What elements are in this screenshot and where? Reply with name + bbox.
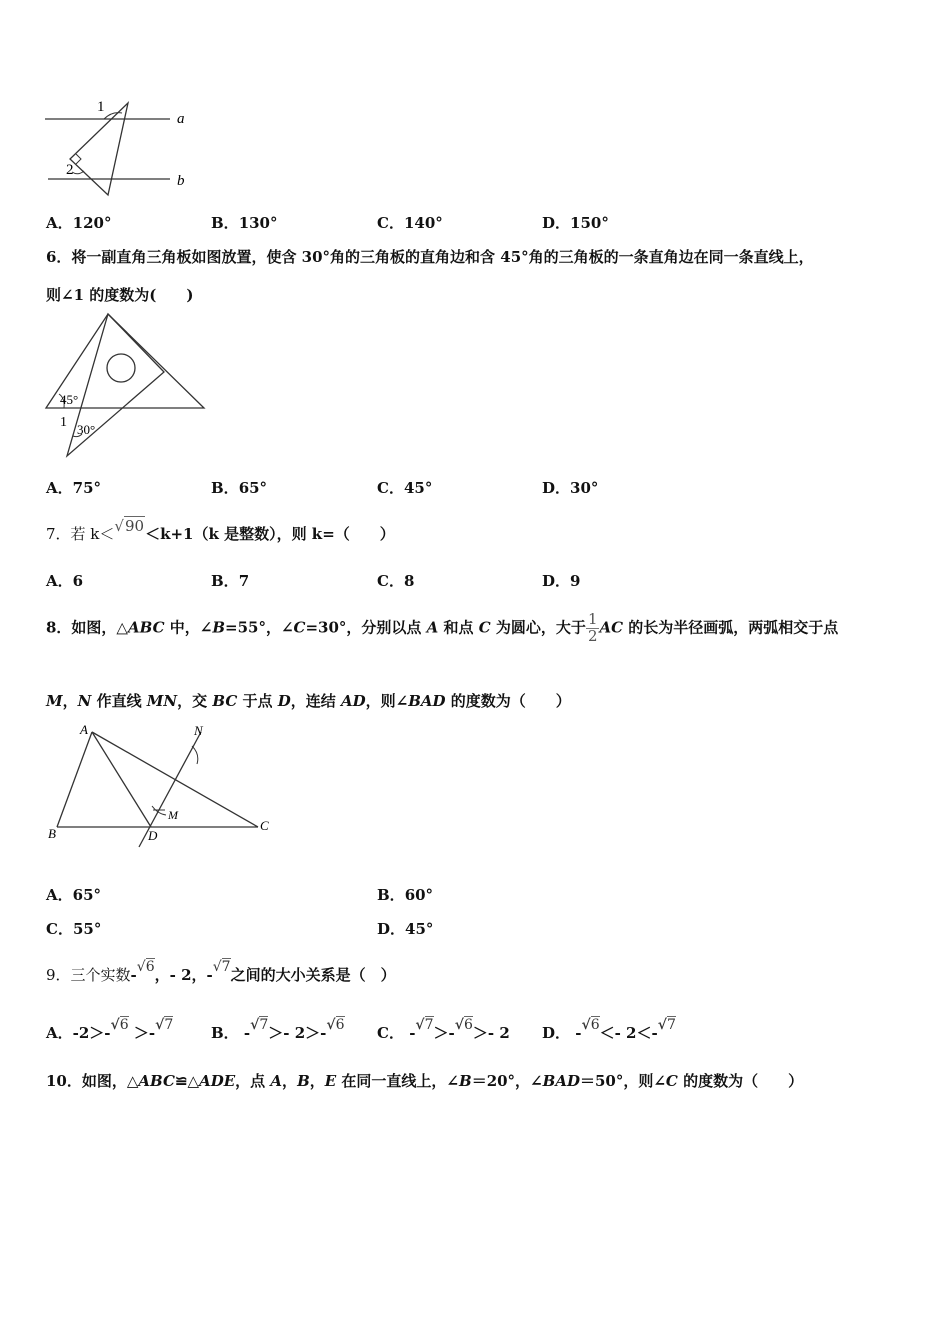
q7-option-b[interactable]: B．7 (211, 572, 250, 590)
q8-t1: 8．如图，△ (46, 618, 128, 637)
q9-sqrt6: √6 (136, 959, 155, 975)
q10-pe: E (324, 1072, 337, 1090)
q10-t9: 的度数为（ ） (677, 1072, 804, 1090)
q10-t2: ≌△ (174, 1072, 200, 1090)
q10-pa: A (270, 1072, 283, 1090)
q8-seg-ab (57, 732, 92, 827)
q8-c: C (293, 618, 306, 637)
q8-frac-den: 2 (587, 626, 598, 645)
q7-option-a[interactable]: A．6 (46, 572, 84, 590)
q7-prefix: 7．若 k＜ (46, 525, 115, 543)
q10-t7: ＝20°，∠ (471, 1072, 543, 1090)
q8-u3: ，交 (177, 692, 213, 710)
q9-neg1: - (130, 966, 137, 984)
q6-label-1: 1 (60, 415, 67, 430)
q8-n: N (77, 692, 92, 710)
q8-d: D (277, 692, 291, 710)
q8-u2: 作直线 (91, 692, 147, 710)
q10-t8: ＝50°，则∠ (579, 1072, 666, 1090)
q6-label-30: 30° (77, 422, 96, 437)
q8-fraction (586, 612, 600, 645)
q8-frac-num: 1 (587, 610, 598, 628)
q10-t4: ， (282, 1072, 298, 1090)
q7-stem (46, 517, 395, 544)
q8-m: M (46, 692, 63, 710)
q8-label-a: A (80, 722, 88, 737)
q7-sqrt: √90 (114, 517, 145, 535)
q8-label-b: B (48, 826, 56, 841)
q5-triangle (70, 103, 128, 195)
q10-stem (46, 1070, 803, 1091)
q6-option-a[interactable]: A．75° (46, 479, 102, 497)
q10-t5: ， (309, 1072, 325, 1090)
q8-t7: 的长为半径画弧，两弧相交于点 (623, 618, 839, 637)
q8-seg-ad (92, 732, 151, 827)
q9-option-d[interactable]: D． -√6＜- 2＜-√7 (542, 1017, 676, 1042)
q5-option-a[interactable]: A．120° (46, 214, 112, 232)
q5-label-1: 1 (97, 99, 105, 115)
q7-option-d[interactable]: D．9 (542, 572, 581, 590)
q5-label-b: b (177, 173, 185, 189)
q8-stem-line1 (46, 612, 838, 645)
q8-u6: ，则∠ (365, 692, 409, 710)
q5-right-angle-mark (76, 154, 81, 164)
q6-stem-line2: 则∠1 的度数为( ) (46, 286, 194, 304)
q9-r7: 7 (221, 959, 231, 975)
q6-label-45: 45° (60, 392, 79, 407)
q8-t4: =30°，分别以点 (305, 618, 427, 637)
q10-angb: B (459, 1072, 472, 1090)
q5-label-2: 2 (66, 162, 74, 178)
q10-t6: 在同一直线上，∠ (336, 1072, 459, 1090)
q6-option-b[interactable]: B．65° (211, 479, 268, 497)
q8-ad: AD (340, 692, 366, 710)
q10-pb: B (297, 1072, 310, 1090)
q9-option-a[interactable]: A．-2＞-√6 ＞-√7 (46, 1017, 174, 1042)
q8-bad: BAD (408, 692, 446, 710)
q8-option-c[interactable]: C．55° (46, 920, 102, 938)
q10-abc: ABC (138, 1072, 175, 1090)
q10-ade: ADE (199, 1072, 236, 1090)
q7-radicand: 90 (124, 517, 145, 535)
q10-t3: ，点 (235, 1072, 271, 1090)
q8-label-d: D (148, 828, 158, 843)
q8-u4: 于点 (237, 692, 278, 710)
q8-bc: BC (212, 692, 238, 710)
q8-figure (40, 718, 280, 853)
q8-ac: AC (599, 618, 624, 637)
q8-pa: A (426, 618, 439, 637)
q8-pc: C (478, 618, 491, 637)
q8-t3: =55°，∠ (225, 618, 294, 637)
q9-option-c[interactable]: C． -√7＞-√6＞- 2 (377, 1017, 510, 1042)
q6-stem-line1: 6．将一副直角三角板如图放置，使含 30°角的三角板的直角边和含 45°角的三角板的一条直角边在同一条直线上， (46, 248, 814, 266)
q7-suffix: ＜k+1（k 是整数），则 k=（ ） (145, 525, 395, 543)
q9-mid: ，- 2， (154, 966, 207, 984)
q8-option-a[interactable]: A．65° (46, 886, 102, 904)
q9-stem (46, 959, 396, 985)
q6-circle (107, 354, 135, 382)
q9-neg2: - (206, 966, 213, 984)
q10-bad: BAD (542, 1072, 580, 1090)
q8-t6: 为圆心，大于 (490, 618, 586, 637)
q6-figure (40, 310, 215, 460)
q9-option-b[interactable]: B． -√7＞- 2＞-√6 (211, 1017, 345, 1042)
q5-figure (40, 92, 200, 202)
q8-option-b[interactable]: B．60° (377, 886, 434, 904)
q9-sqrt7: √7 (212, 959, 231, 975)
q5-option-c[interactable]: C．140° (377, 214, 443, 232)
q8-label-m: M (168, 808, 178, 822)
q8-label-c: C (260, 818, 269, 833)
q8-stem-line2 (46, 690, 571, 711)
q6-option-c[interactable]: C．45° (377, 479, 433, 497)
q7-option-c[interactable]: C．8 (377, 572, 415, 590)
q9-prefix: 9．三个实数 (46, 966, 131, 984)
q5-option-d[interactable]: D．150° (542, 214, 609, 232)
q5-label-a: a (177, 111, 185, 127)
q5-option-b[interactable]: B．130° (211, 214, 278, 232)
q8-label-n: N (194, 723, 203, 738)
q8-mn: MN (146, 692, 178, 710)
q8-t5: 和点 (438, 618, 479, 637)
q8-u5: ，连结 (290, 692, 341, 710)
q9-suffix: 之间的大小关系是（ ） (230, 966, 396, 984)
q8-option-d[interactable]: D．45° (377, 920, 434, 938)
q8-t2: 中，∠ (164, 618, 213, 637)
q6-option-d[interactable]: D．30° (542, 479, 599, 497)
q8-arc-n (192, 746, 198, 764)
q8-u1: ， (62, 692, 78, 710)
q8-u7: 的度数为（ ） (445, 692, 571, 710)
q9-r6: 6 (145, 959, 155, 975)
q10-angc: C (665, 1072, 678, 1090)
q8-abc: ABC (127, 618, 165, 637)
q10-t1: 10．如图，△ (46, 1072, 139, 1090)
q8-b: B (212, 618, 226, 637)
